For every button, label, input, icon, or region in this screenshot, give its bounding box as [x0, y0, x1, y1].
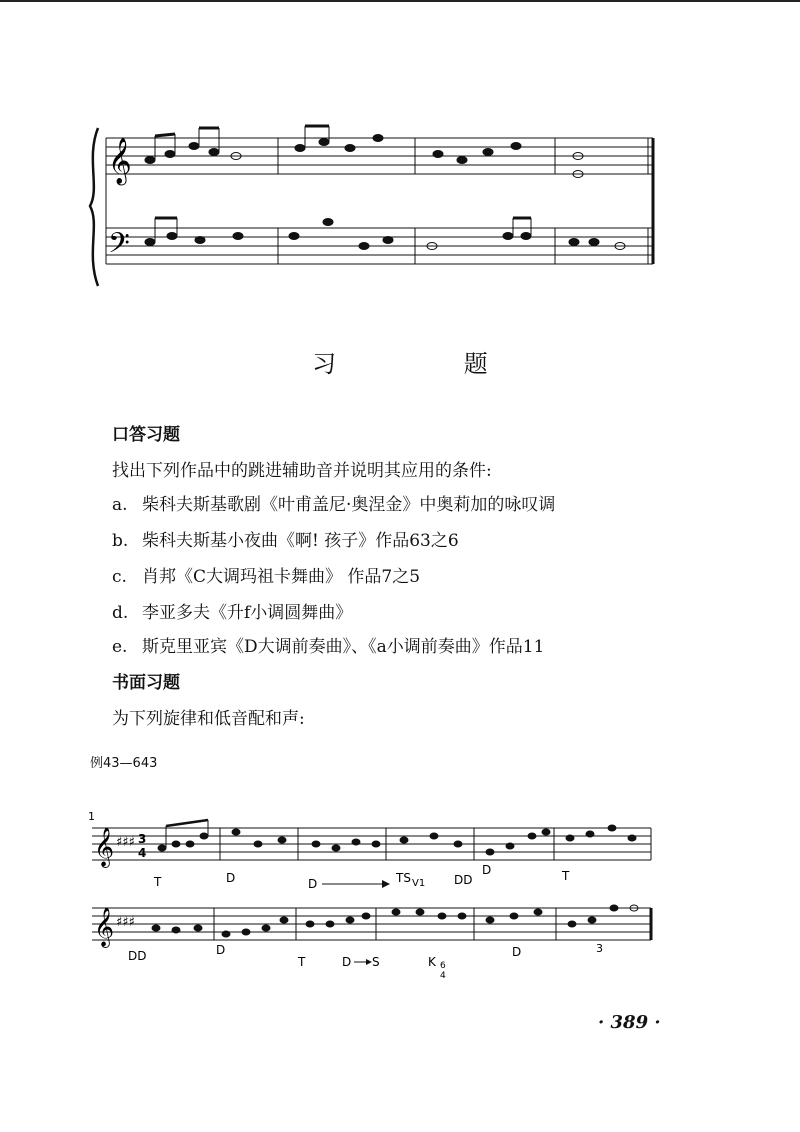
item-letter: d.	[112, 603, 129, 623]
item-letter: a.	[112, 495, 128, 515]
harmony-label: DD	[454, 873, 473, 887]
harmony-label: D	[308, 877, 318, 891]
tuplet-number: 3	[596, 942, 603, 955]
list-item	[112, 598, 352, 623]
time-signature-top: 3	[138, 832, 147, 846]
svg-text:𝄞: 𝄞	[94, 827, 115, 867]
harmony-label: 4	[440, 971, 446, 978]
item-text: 肖邦《C大调玛祖卡舞曲》 作品7之5	[142, 567, 421, 587]
item-text: 李亚多夫《升f小调圆舞曲》	[142, 603, 353, 623]
svg-text:♯♯♯: ♯♯♯	[116, 835, 135, 850]
harmony-label: S	[372, 955, 380, 969]
harmony-label: D	[342, 955, 352, 969]
written-exercises-heading: 书面习题	[112, 673, 180, 693]
list-item	[112, 632, 544, 657]
item-letter: e.	[112, 637, 128, 657]
time-signature-bottom: 4	[138, 846, 147, 860]
harmony-label: T	[562, 869, 570, 883]
harmony-label: T	[298, 955, 306, 969]
harmony-label: D	[226, 871, 236, 885]
svg-text:𝄢: 𝄢	[108, 227, 130, 267]
harmony-label: D	[512, 945, 522, 959]
svg-text:𝄞: 𝄞	[108, 138, 132, 184]
oral-instruction: 找出下列作品中的跳进辅助音并说明其应用的条件:	[112, 461, 492, 481]
item-letter: c.	[112, 567, 127, 587]
measure-number: 1	[88, 810, 95, 823]
harmony-label: 6	[440, 961, 446, 971]
page-number: · 389 ·	[598, 1012, 661, 1033]
harmony-label: V1	[412, 878, 426, 889]
section-title: 习 题	[312, 350, 548, 378]
harmony-label: D	[216, 943, 226, 957]
piano-score	[88, 118, 668, 298]
item-text: 柴科夫斯基小夜曲《啊! 孩子》作品63之6	[142, 531, 459, 551]
list-item	[112, 526, 459, 551]
oral-exercises-heading: 口答习题	[112, 425, 180, 445]
svg-text:♯♯♯: ♯♯♯	[116, 915, 135, 930]
harmony-label: TS	[396, 871, 411, 885]
item-letter: b.	[112, 531, 129, 551]
harmony-label: T	[154, 875, 162, 889]
melody-exercise-score	[86, 808, 656, 978]
harmony-label: D	[482, 863, 492, 877]
item-text: 斯克里亚宾《D大调前奏曲》、《a小调前奏曲》作品11	[142, 637, 545, 657]
written-instruction: 为下列旋律和低音配和声:	[112, 709, 305, 729]
list-item	[112, 562, 420, 587]
example-label: 例43—643	[90, 756, 158, 771]
svg-text:𝄞: 𝄞	[94, 907, 115, 947]
top-rule	[0, 0, 800, 2]
harmony-label: DD	[128, 949, 147, 963]
item-text: 柴科夫斯基歌剧《叶甫盖尼·奥涅金》中奥莉加的咏叹调	[142, 495, 556, 515]
harmony-label: K	[428, 955, 436, 969]
list-item	[112, 490, 555, 515]
